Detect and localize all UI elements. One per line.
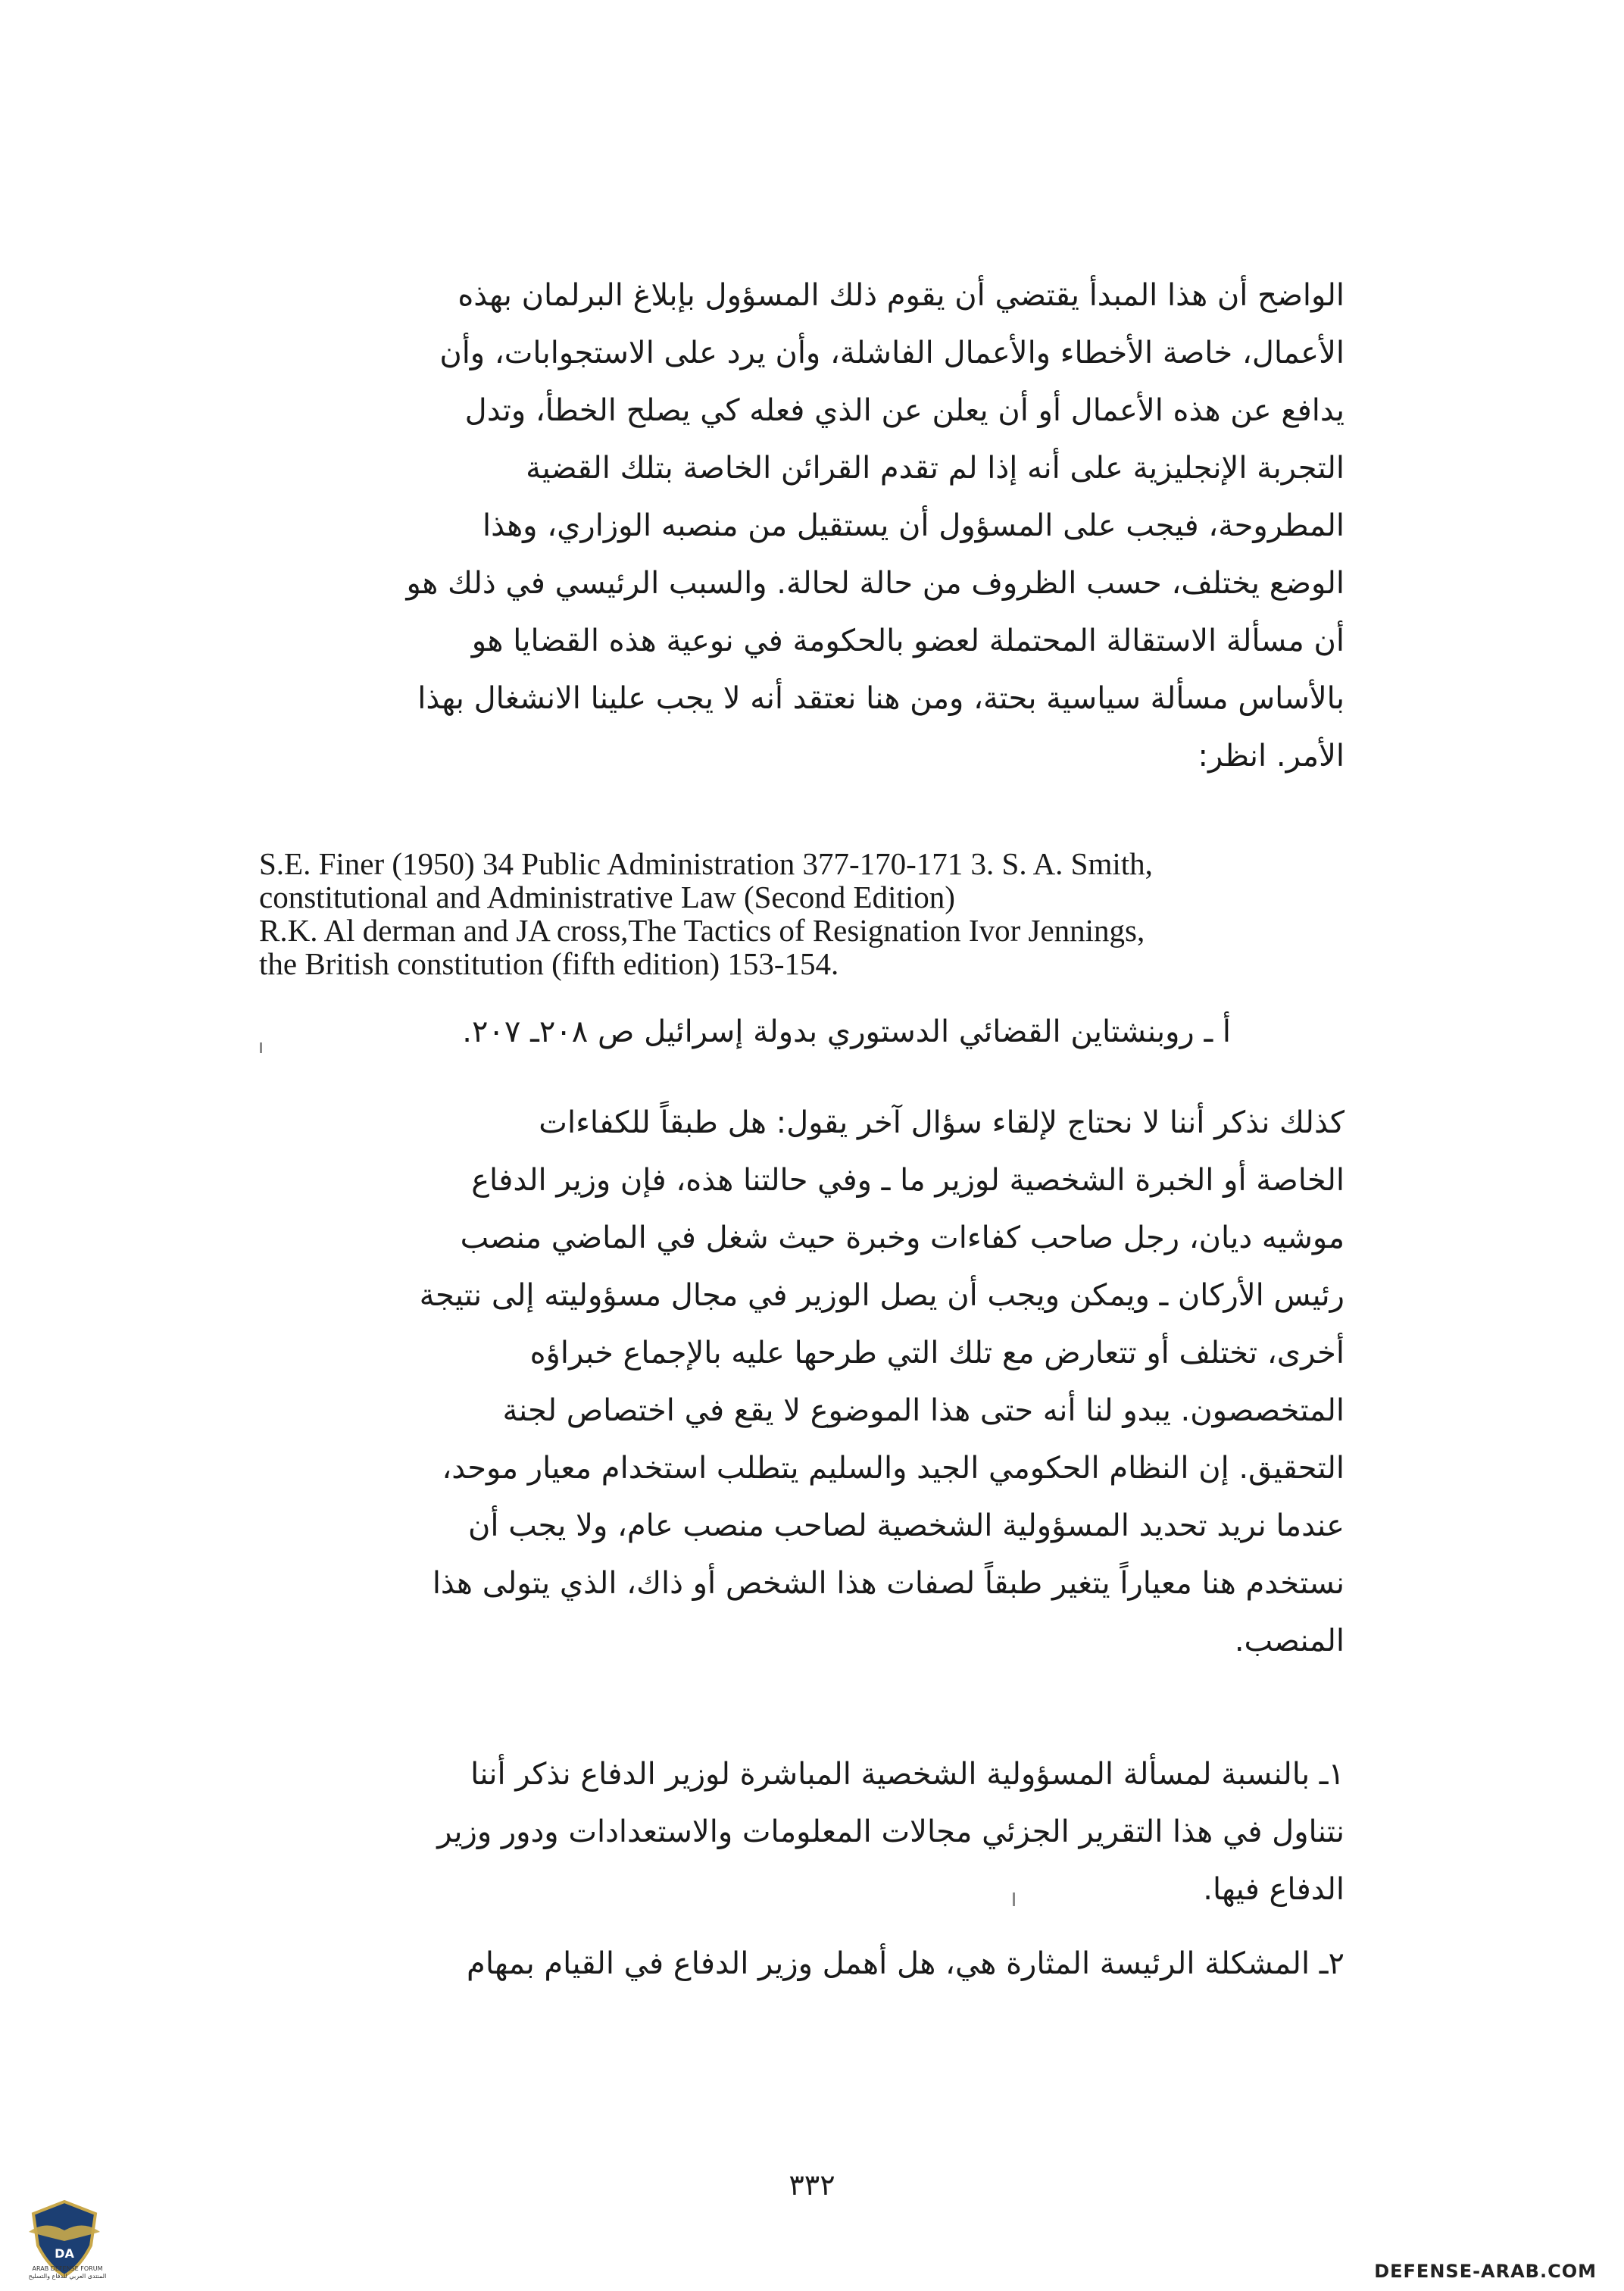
reference-line: S.E. Finer (1950) 34 Public Administration 377-170-171 3. S. A. Smith, [259,846,1153,881]
paragraph-3 [254,1746,1344,1918]
english-references [259,847,1350,980]
logo-initials: DA [55,2246,74,2261]
reference-line: constitutional and Administrative Law (Second Edition) [259,880,955,914]
scan-mark [260,1042,262,1053]
paragraph-line: يدافع عن هذه الأعمال أو أن يعلن عن الذي فعله كي يصلح الخطأ، وتدل [464,393,1344,428]
paragraph-line: الواضح أن هذا المبدأ يقتضي أن يقوم ذلك المسؤول بإبلاغ البرلمان بهذه [458,278,1344,313]
paragraph-line: كذلك نذكر أننا لا نحتاج لإلقاء سؤال آخر يقول: هل طبقاً للكفاءات [539,1105,1344,1140]
paragraph-line: الوضع يختلف، حسب الظروف من حالة لحالة. والسبب الرئيسي في ذلك هو [406,566,1344,601]
paragraph-line: الخاصة أو الخبرة الشخصية لوزير ما ـ وفي حالتنا هذه، فإن وزير الدفاع [471,1163,1344,1198]
reference-line: R.K. Al derman and JA cross,The Tactics of Resignation Ivor Jennings, [259,913,1145,948]
logo-text: ARAB DEFENSE FORUM [32,2265,103,2272]
paragraph-line: رئيس الأركان ـ ويمكن ويجب أن يصل الوزير في مجال مسؤوليته إلى نتيجة [419,1278,1344,1313]
paragraph-line: الأعمال، خاصة الأخطاء والأعمال الفاشلة، وأن يرد على الاستجوابات، وأن [439,336,1344,370]
reference-line: the British constitution (fifth edition) 153-154. [259,946,839,981]
paragraph-line: المنصب. [1234,1624,1344,1658]
paragraph-4 [254,1935,1344,1993]
paragraph-line: التحقيق. إن النظام الحكومي الجيد والسليم يتطلب استخدام معيار موحد، [442,1451,1344,1486]
logo-subtitle: المنتدى العربي للدفاع والتسليح [28,2273,107,2280]
site-watermark: DEFENSE-ARAB.COM [1374,2261,1597,2282]
paragraph-line: ١ـ بالنسبة لمسألة المسؤولية الشخصية المباشرة لوزير الدفاع نذكر أننا [470,1757,1344,1792]
page-number: ٣٣٢ [789,2168,835,2202]
paragraph-line: عندما نريد تحديد المسؤولية الشخصية لصاحب منصب عام، ولا يجب أن [467,1508,1344,1543]
paragraph-2 [254,1094,1344,1670]
paragraph-line: أخرى، تختلف أو تتعارض مع تلك التي طرحها عليه بالإجماع خبراؤه [529,1336,1344,1371]
paragraph-line: ٢ـ المشكلة الرئيسة المثارة هي، هل أهمل وزير الدفاع في القيام بمهام [467,1946,1344,1981]
paragraph-line: موشيه ديان، رجل صاحب كفاءات وخبرة حيث شغل في الماضي منصب [460,1221,1344,1255]
paragraph-1 [254,267,1344,785]
paragraph-line: التجربة الإنجليزية على أنه إذا لم تقدم القرائن الخاصة بتلك القضية [526,451,1344,486]
paragraph-line: الدفاع فيها. [1203,1872,1344,1907]
paragraph-line: بالأساس مسألة سياسية بحتة، ومن هنا نعتقد أنه لا يجب علينا الانشغال بهذا [417,681,1344,716]
paragraph-line: المتخصصون. يبدو لنا أنه حتى هذا الموضوع لا يقع في اختصاص لجنة [502,1393,1344,1428]
paragraph-line: المطروحة، فيجب على المسؤول أن يستقيل من منصبه الوزاري، وهذا [482,508,1344,543]
forum-logo-caption [11,2265,124,2280]
paragraph-line: نستخدم هنا معياراً يتغير طبقاً لصفات هذا الشخص أو ذاك، الذي يتولى هذا [432,1566,1344,1601]
paragraph-line: أن مسألة الاستقالة المحتملة لعضو بالحكومة في نوعية هذه القضايا هو [471,624,1344,658]
scan-mark [1013,1892,1015,1906]
paragraph-line: الأمر. انظر: [1198,739,1344,774]
arabic-reference: أ ـ روبنشتاين القضائي الدستوري بدولة إسرائيل ص ٢٠٨ـ ٢٠٧. [462,1014,1231,1049]
paragraph-line: نتناول في هذا التقرير الجزئي مجالات المعلومات والاستعدادات ودور وزير [437,1814,1344,1849]
